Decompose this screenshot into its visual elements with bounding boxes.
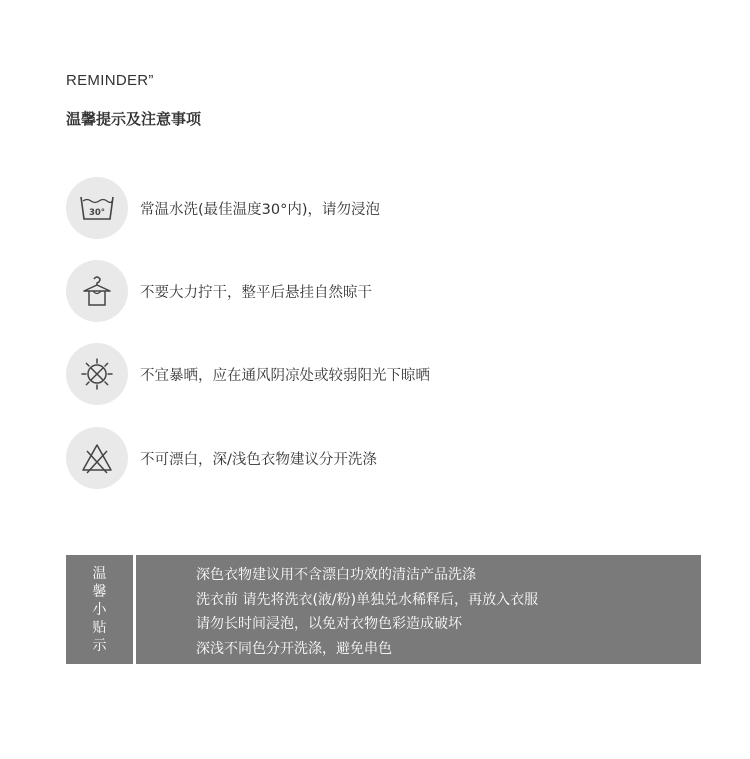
wash-30-icon bbox=[66, 177, 128, 239]
tips-line: 深色衣物建议用不含漂白功效的清洁产品洗涤 bbox=[196, 567, 476, 583]
care-item-wash bbox=[66, 177, 380, 239]
tips-label-char: 馨 bbox=[92, 583, 107, 600]
tips-line: 请勿长时间浸泡，以免对衣物色彩造成破坏 bbox=[196, 616, 462, 632]
no-sun-icon bbox=[66, 343, 128, 405]
care-text-bleach: 不可漂白，深/浅色衣物建议分开洗涤 bbox=[140, 451, 377, 468]
tips-body bbox=[136, 555, 701, 664]
care-text-dry: 不要大力拧干，整平后悬挂自然晾干 bbox=[140, 284, 372, 301]
care-text-wash: 常温水洗(最佳温度30°内)，请勿浸泡 bbox=[140, 201, 381, 218]
tips-label-char: 小 bbox=[92, 601, 107, 618]
reminder-title-en: REMINDER” bbox=[66, 72, 154, 89]
care-item-sun bbox=[66, 343, 430, 405]
tips-label-char: 温 bbox=[92, 565, 107, 582]
tips-line: 深浅不同色分开洗涤，避免串色 bbox=[196, 640, 392, 657]
reminder-title-cn: 温馨提示及注意事项 bbox=[66, 110, 202, 128]
no-bleach-icon bbox=[66, 427, 128, 489]
care-text-sun: 不宜暴晒，应在通风阴凉处或较弱阳光下晾晒 bbox=[140, 367, 430, 384]
hang-dry-icon bbox=[66, 260, 128, 322]
tips-box bbox=[66, 555, 701, 664]
tips-label-char: 示 bbox=[92, 637, 107, 654]
care-item-dry bbox=[66, 260, 372, 322]
tips-label bbox=[66, 555, 133, 664]
wash-temp-label: 30° bbox=[88, 208, 106, 218]
care-item-bleach bbox=[66, 427, 377, 489]
tips-line: 洗衣前 请先将洗衣(液/粉)单独兑水稀释后，再放入衣服 bbox=[196, 591, 539, 608]
tips-label-char: 贴 bbox=[92, 619, 107, 636]
